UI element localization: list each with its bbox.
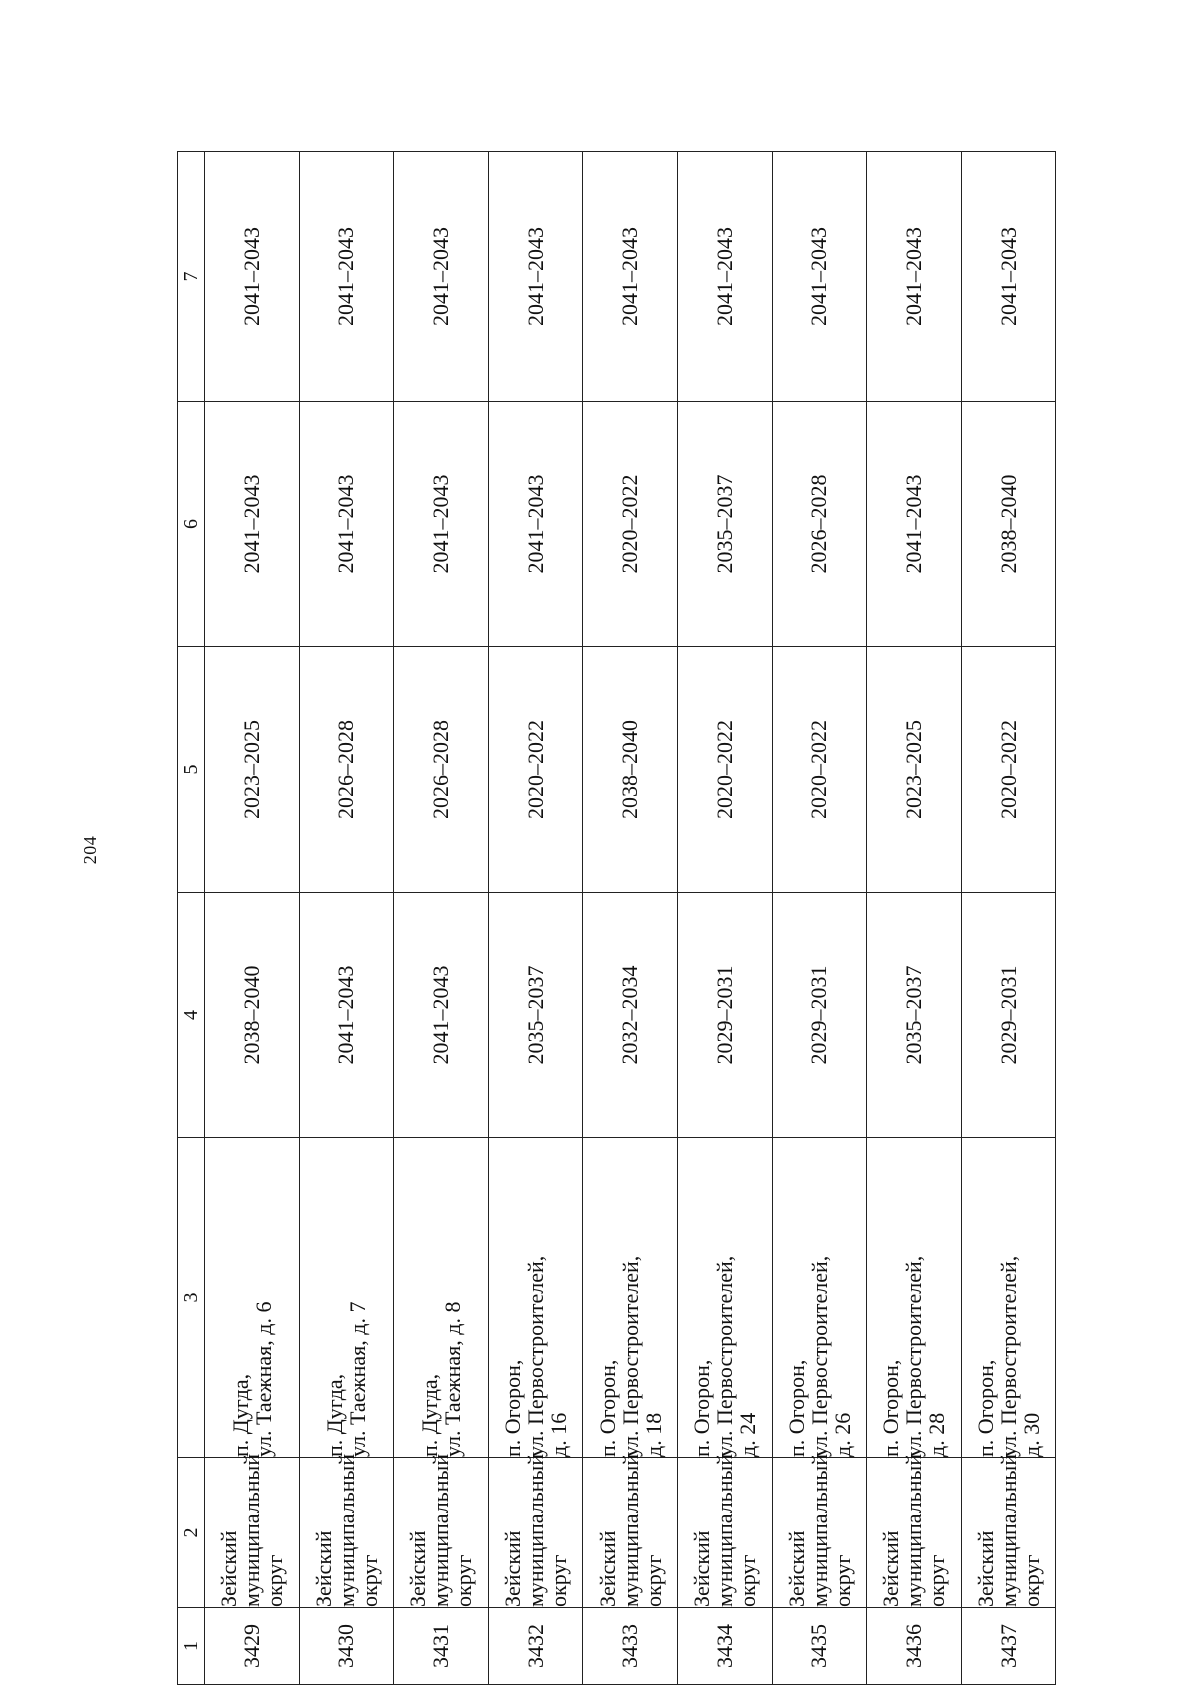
- row-number: 3436: [867, 1608, 962, 1685]
- table-body: [205, 152, 1056, 1685]
- municipality-cell: [772, 1453, 867, 1608]
- row-number: 3429: [205, 1608, 300, 1685]
- municipality-line: округ: [640, 1554, 666, 1607]
- address-line: п. Дугда,: [322, 1373, 348, 1457]
- municipality-line: округ: [546, 1554, 572, 1607]
- table-row: [961, 152, 1056, 1685]
- table-header-row: [178, 152, 205, 1685]
- address-line: ул. Таежная, д. 7: [345, 1301, 371, 1457]
- address-line: п. Огорон,: [783, 1359, 809, 1457]
- period-col-6: 2041–2043: [394, 402, 489, 647]
- municipality-line: муниципальный: [617, 1453, 643, 1607]
- address-cell: [772, 1138, 867, 1458]
- period-col-6: 2020–2022: [583, 402, 678, 647]
- period-col-7: 2041–2043: [583, 152, 678, 402]
- municipality-line: округ: [735, 1554, 761, 1607]
- municipality-line: муниципальный: [806, 1453, 832, 1607]
- row-number: 3431: [394, 1608, 489, 1685]
- period-col-7: 2041–2043: [488, 152, 583, 402]
- address-line: д. 24: [735, 1412, 761, 1457]
- table-row: [205, 152, 300, 1685]
- municipality-line: Зейский: [878, 1530, 904, 1607]
- municipality-line: муниципальный: [523, 1453, 549, 1607]
- period-col-4: 2041–2043: [299, 893, 394, 1138]
- housing-schedule-table: [177, 151, 1056, 1685]
- address-line: п. Огорон,: [973, 1359, 999, 1457]
- period-col-7: 2041–2043: [772, 152, 867, 402]
- period-col-5: 2020–2022: [772, 647, 867, 893]
- table-row: [488, 152, 583, 1685]
- municipality-cell: [488, 1453, 583, 1608]
- period-col-5: 2020–2022: [488, 647, 583, 893]
- address-cell: [488, 1138, 583, 1458]
- table-row: [583, 152, 678, 1685]
- address-cell: [205, 1138, 300, 1458]
- period-col-5: 2026–2028: [394, 647, 489, 893]
- municipality-line: Зейский: [500, 1530, 526, 1607]
- address-line: д. 28: [924, 1412, 950, 1457]
- address-cell: [394, 1138, 489, 1458]
- period-col-7: 2041–2043: [394, 152, 489, 402]
- municipality-cell: [299, 1453, 394, 1608]
- table-row: [772, 152, 867, 1685]
- address-line: ул. Первостроителей,: [901, 1255, 927, 1457]
- period-col-4: 2035–2037: [488, 893, 583, 1138]
- address-cell: [867, 1138, 962, 1458]
- address-line: п. Огорон,: [878, 1359, 904, 1457]
- address-line: д. 16: [546, 1412, 572, 1457]
- row-number: 3433: [583, 1608, 678, 1685]
- municipality-cell: [205, 1453, 300, 1608]
- row-number: 3430: [299, 1608, 394, 1685]
- period-col-5: 2020–2022: [677, 647, 772, 893]
- period-col-6: 2041–2043: [205, 402, 300, 647]
- column-header-3: 3: [178, 1138, 205, 1458]
- period-col-5: 2023–2025: [205, 647, 300, 893]
- municipality-line: муниципальный: [901, 1453, 927, 1607]
- address-cell: [961, 1138, 1056, 1458]
- municipality-cell: [867, 1453, 962, 1608]
- address-line: ул. Первостроителей,: [712, 1255, 738, 1457]
- row-number: 3434: [677, 1608, 772, 1685]
- address-line: п. Дугда,: [416, 1373, 442, 1457]
- municipality-line: муниципальный: [996, 1453, 1022, 1607]
- period-col-6: 2041–2043: [488, 402, 583, 647]
- municipality-line: округ: [924, 1554, 950, 1607]
- period-col-5: 2020–2022: [961, 647, 1056, 893]
- period-col-4: 2029–2031: [961, 893, 1056, 1138]
- column-header-5: 5: [178, 647, 205, 893]
- address-line: п. Огорон,: [689, 1359, 715, 1457]
- period-col-4: 2041–2043: [394, 893, 489, 1138]
- address-line: д. 26: [829, 1412, 855, 1457]
- municipality-line: округ: [829, 1554, 855, 1607]
- period-col-6: 2035–2037: [677, 402, 772, 647]
- period-col-5: 2023–2025: [867, 647, 962, 893]
- period-col-7: 2041–2043: [867, 152, 962, 402]
- period-col-4: 2035–2037: [867, 893, 962, 1138]
- period-col-4: 2029–2031: [772, 893, 867, 1138]
- column-header-1: 1: [178, 1608, 205, 1685]
- period-col-4: 2032–2034: [583, 893, 678, 1138]
- row-number: 3435: [772, 1608, 867, 1685]
- municipality-line: округ: [451, 1554, 477, 1607]
- address-line: ул. Таежная, д. 8: [439, 1301, 465, 1457]
- period-col-7: 2041–2043: [205, 152, 300, 402]
- municipality-line: муниципальный: [428, 1453, 454, 1607]
- column-header-4: 4: [178, 893, 205, 1138]
- period-col-4: 2029–2031: [677, 893, 772, 1138]
- address-line: ул. Первостроителей,: [617, 1255, 643, 1457]
- address-line: ул. Первостроителей,: [806, 1255, 832, 1457]
- table-row: [677, 152, 772, 1685]
- period-col-7: 2041–2043: [961, 152, 1056, 402]
- municipality-line: округ: [262, 1554, 288, 1607]
- address-line: п. Огорон,: [500, 1359, 526, 1457]
- column-header-6: 6: [178, 402, 205, 647]
- address-line: д. 30: [1019, 1412, 1045, 1457]
- municipality-line: Зейский: [783, 1530, 809, 1607]
- address-line: ул. Первостроителей,: [996, 1255, 1022, 1457]
- address-cell: [583, 1138, 678, 1458]
- period-col-6: 2041–2043: [867, 402, 962, 647]
- address-line: п. Дугда,: [227, 1373, 253, 1457]
- table-row: [299, 152, 394, 1685]
- municipality-line: Зейский: [310, 1530, 336, 1607]
- municipality-line: Зейский: [594, 1530, 620, 1607]
- municipality-line: округ: [1019, 1554, 1045, 1607]
- municipality-line: округ: [356, 1554, 382, 1607]
- period-col-7: 2041–2043: [677, 152, 772, 402]
- municipality-cell: [394, 1453, 489, 1608]
- period-col-7: 2041–2043: [299, 152, 394, 402]
- period-col-6: 2041–2043: [299, 402, 394, 647]
- address-line: п. Огорон,: [594, 1359, 620, 1457]
- page-number: 204: [80, 835, 100, 865]
- municipality-cell: [677, 1453, 772, 1608]
- municipality-line: Зейский: [216, 1530, 242, 1607]
- address-line: ул. Таежная, д. 6: [250, 1301, 276, 1457]
- municipality-line: муниципальный: [712, 1453, 738, 1607]
- municipality-line: муниципальный: [333, 1453, 359, 1607]
- municipality-cell: [583, 1453, 678, 1608]
- period-col-5: 2026–2028: [299, 647, 394, 893]
- address-cell: [299, 1138, 394, 1458]
- municipality-line: Зейский: [689, 1530, 715, 1607]
- column-header-7: 7: [178, 152, 205, 402]
- table-row: [867, 152, 962, 1685]
- period-col-4: 2038–2040: [205, 893, 300, 1138]
- address-cell: [677, 1138, 772, 1458]
- period-col-6: 2026–2028: [772, 402, 867, 647]
- municipality-line: муниципальный: [239, 1453, 265, 1607]
- municipality-cell: [961, 1453, 1056, 1608]
- municipality-line: Зейский: [405, 1530, 431, 1607]
- period-col-5: 2038–2040: [583, 647, 678, 893]
- municipality-line: Зейский: [973, 1530, 999, 1607]
- period-col-6: 2038–2040: [961, 402, 1056, 647]
- row-number: 3437: [961, 1608, 1056, 1685]
- address-line: ул. Первостроителей,: [523, 1255, 549, 1457]
- row-number: 3432: [488, 1608, 583, 1685]
- address-line: д. 18: [640, 1412, 666, 1457]
- table-row: [394, 152, 489, 1685]
- column-header-2: 2: [178, 1458, 205, 1608]
